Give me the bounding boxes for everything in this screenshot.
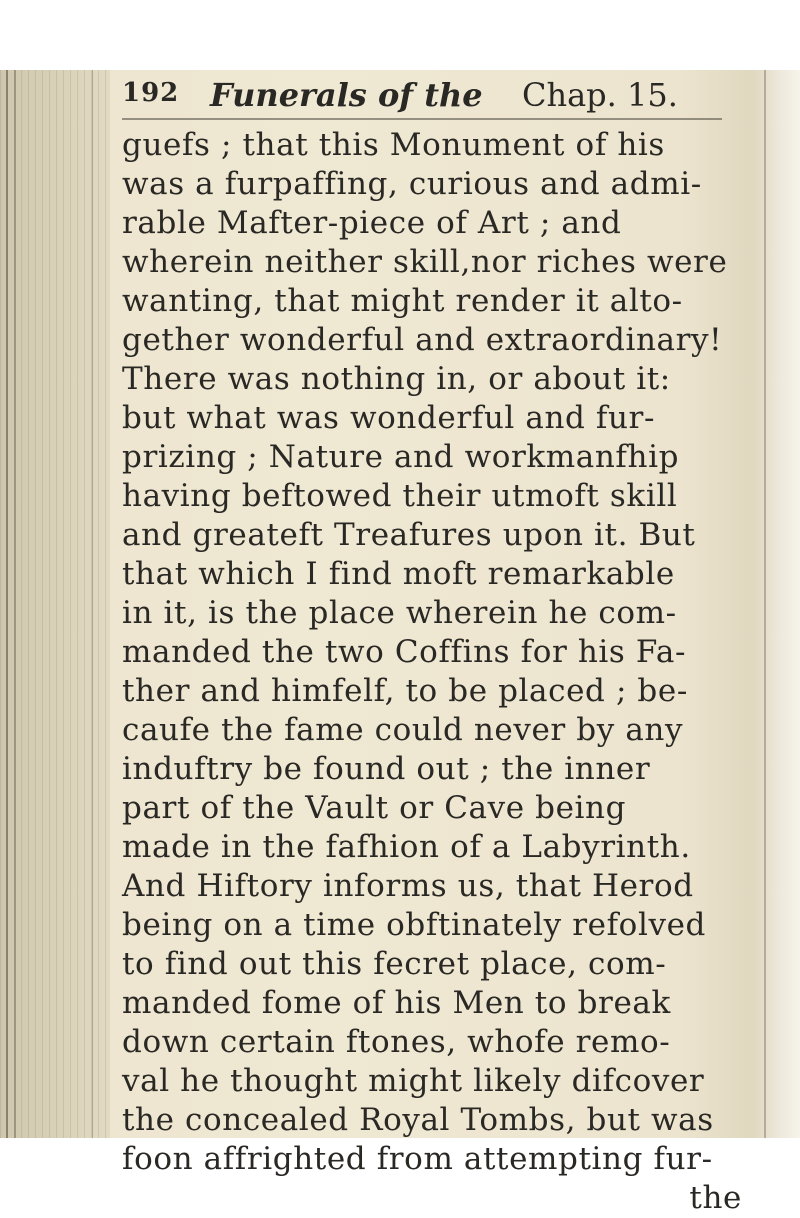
chapter-heading: Chap. 15.: [522, 76, 678, 114]
book-page: [0, 70, 800, 1216]
text-line: made in the fafhion of a Labyrinth.: [122, 829, 691, 865]
text-line: to find out this fecret place, com-: [122, 946, 667, 982]
text-line: and greateft Treafures upon it. But: [122, 517, 696, 553]
text-line: wherein neither skill,nor riches were: [122, 244, 728, 280]
text-line: having beftowed their utmoft skill: [122, 478, 678, 514]
spine-line: [92, 70, 93, 1138]
text-line: the concealed Royal Tombs, but was: [122, 1102, 714, 1138]
catchword: the: [689, 1180, 742, 1216]
text-line: that which I find moft remarkable: [122, 556, 675, 592]
text-line: rable Mafter-piece of Art ; and: [122, 205, 622, 241]
text-line: was a furpaffing, curious and admi-: [122, 166, 702, 202]
text-line: There was nothing in, or about it:: [122, 361, 671, 397]
header-rule: [122, 118, 722, 120]
text-line: manded the two Coffins for his Fa-: [122, 634, 687, 670]
text-line: And Hiftory informs us, that Herod: [122, 868, 694, 904]
text-line: wanting, that might render it alto-: [122, 283, 683, 319]
text-line: manded fome of his Men to break: [122, 985, 671, 1021]
page-fold-line: [764, 70, 766, 1138]
body-text: [122, 126, 782, 1218]
text-line: caufe the fame could never by any: [122, 712, 684, 748]
text-line: val he thought might likely difcover: [122, 1063, 705, 1099]
spine-line: [14, 70, 16, 1138]
text-line: part of the Vault or Cave being: [122, 790, 627, 826]
text-line: in it, is the place wherein he com-: [122, 595, 677, 631]
text-line: but what was wonderful and fur-: [122, 400, 656, 436]
text-line: down certain ftones, whofe remo-: [122, 1024, 671, 1060]
text-line: ther and himfelf, to be placed ; be-: [122, 673, 688, 709]
text-line: induftry be found out ; the inner: [122, 751, 651, 787]
spine-line: [6, 70, 8, 1138]
text-line: foon affrighted from attempting fur-: [122, 1141, 713, 1177]
text-line: gether wonderful and extraordinary!: [122, 322, 723, 358]
running-head: Funerals of the: [210, 76, 483, 114]
text-line: guefs ; that this Monument of his: [122, 127, 665, 163]
page-header: [122, 78, 782, 122]
page-number: 192: [122, 78, 180, 108]
text-line: being on a time obftinately refolved: [122, 907, 706, 943]
page-edge-shadow: [752, 70, 800, 1138]
text-line: prizing ; Nature and workmanfhip: [122, 439, 680, 475]
book-gutter: [0, 70, 110, 1138]
